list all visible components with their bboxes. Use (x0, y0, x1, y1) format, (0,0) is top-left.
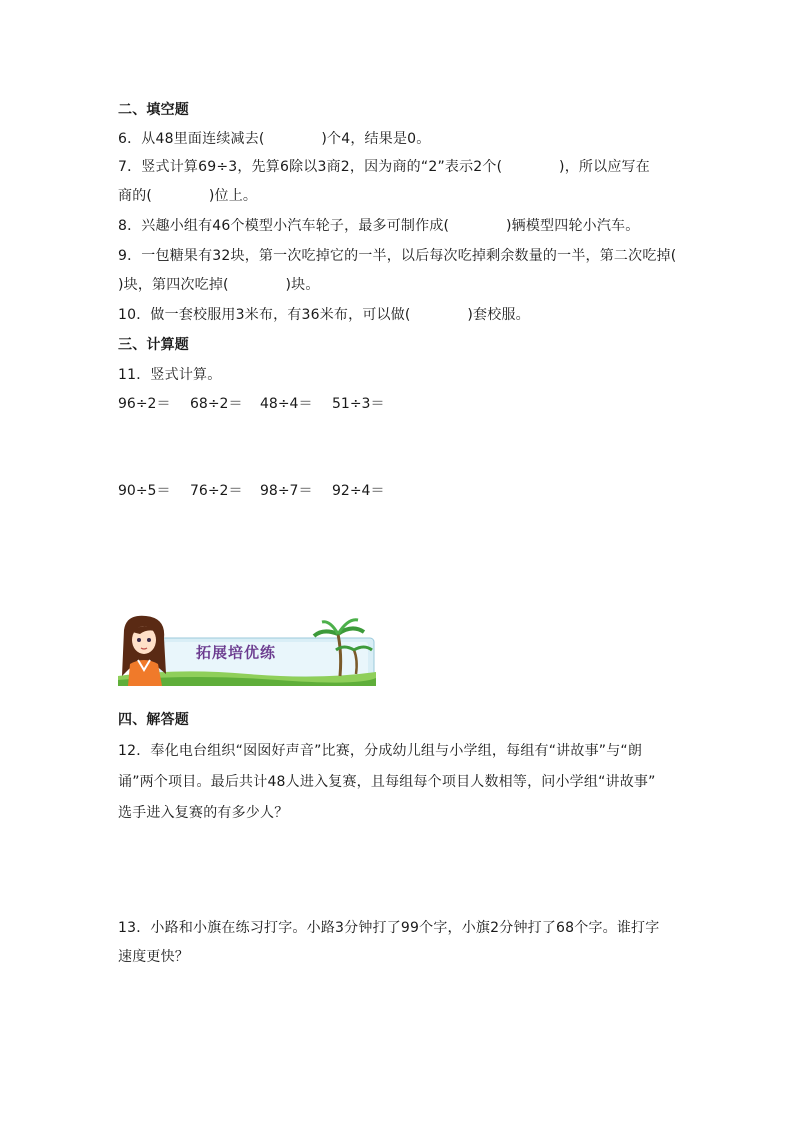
calc-row-2 (118, 481, 404, 501)
calc-item: 96÷2＝ (118, 396, 171, 412)
calc-item: 76÷2＝ (190, 483, 243, 499)
question-12-line-3: 选手进入复赛的有多少人？ (118, 805, 289, 821)
question-12-line-2: 诵”两个项目。最后共计48人进入复赛，且每组每个项目人数相等，问小学组“讲故事” (118, 774, 656, 790)
question-10: 10．做一套校服用3米布，有36米布，可以做( )套校服。 (118, 307, 530, 323)
section-3-heading: 三、计算题 (118, 337, 189, 353)
extension-practice-banner (118, 614, 376, 686)
question-9-line-1: 9．一包糖果有32块，第一次吃掉它的一半，以后每次吃掉剩余数量的一半，第二次吃掉( (118, 248, 677, 264)
question-11: 11．竖式计算。 (118, 367, 222, 383)
calc-item: 90÷5＝ (118, 483, 171, 499)
section-4-heading: 四、解答题 (118, 712, 189, 728)
section-2-heading: 二、填空题 (118, 102, 189, 118)
question-9-line-2: )块，第四次吃掉( )块。 (118, 277, 320, 293)
banner-title: 拓展培优练 (196, 643, 277, 662)
question-12-line-1: 12．奉化电台组织“囡囡好声音”比赛，分成幼儿组与小学组，每组有“讲故事”与“朗 (118, 743, 643, 759)
calc-row-1 (118, 394, 404, 414)
question-13-line-1: 13．小路和小旗在练习打字。小路3分钟打了99个字，小旗2分钟打了68个字。谁打字 (118, 920, 660, 936)
question-13-line-2: 速度更快？ (118, 949, 189, 965)
calc-item: 98÷7＝ (260, 483, 313, 499)
question-6: 6．从48里面连续减去( )个4，结果是0。 (118, 131, 431, 147)
question-7-line-1: 7．竖式计算69÷3，先算6除以3商2，因为商的“2”表示2个( )，所以应写在 (118, 159, 650, 175)
calc-item: 51÷3＝ (332, 396, 385, 412)
calc-item: 68÷2＝ (190, 396, 243, 412)
calc-item: 92÷4＝ (332, 483, 385, 499)
question-8: 8．兴趣小组有46个模型小汽车轮子，最多可制作成( )辆模型四轮小汽车。 (118, 218, 640, 234)
calc-item: 48÷4＝ (260, 396, 313, 412)
question-7-line-2: 商的( )位上。 (118, 188, 258, 204)
